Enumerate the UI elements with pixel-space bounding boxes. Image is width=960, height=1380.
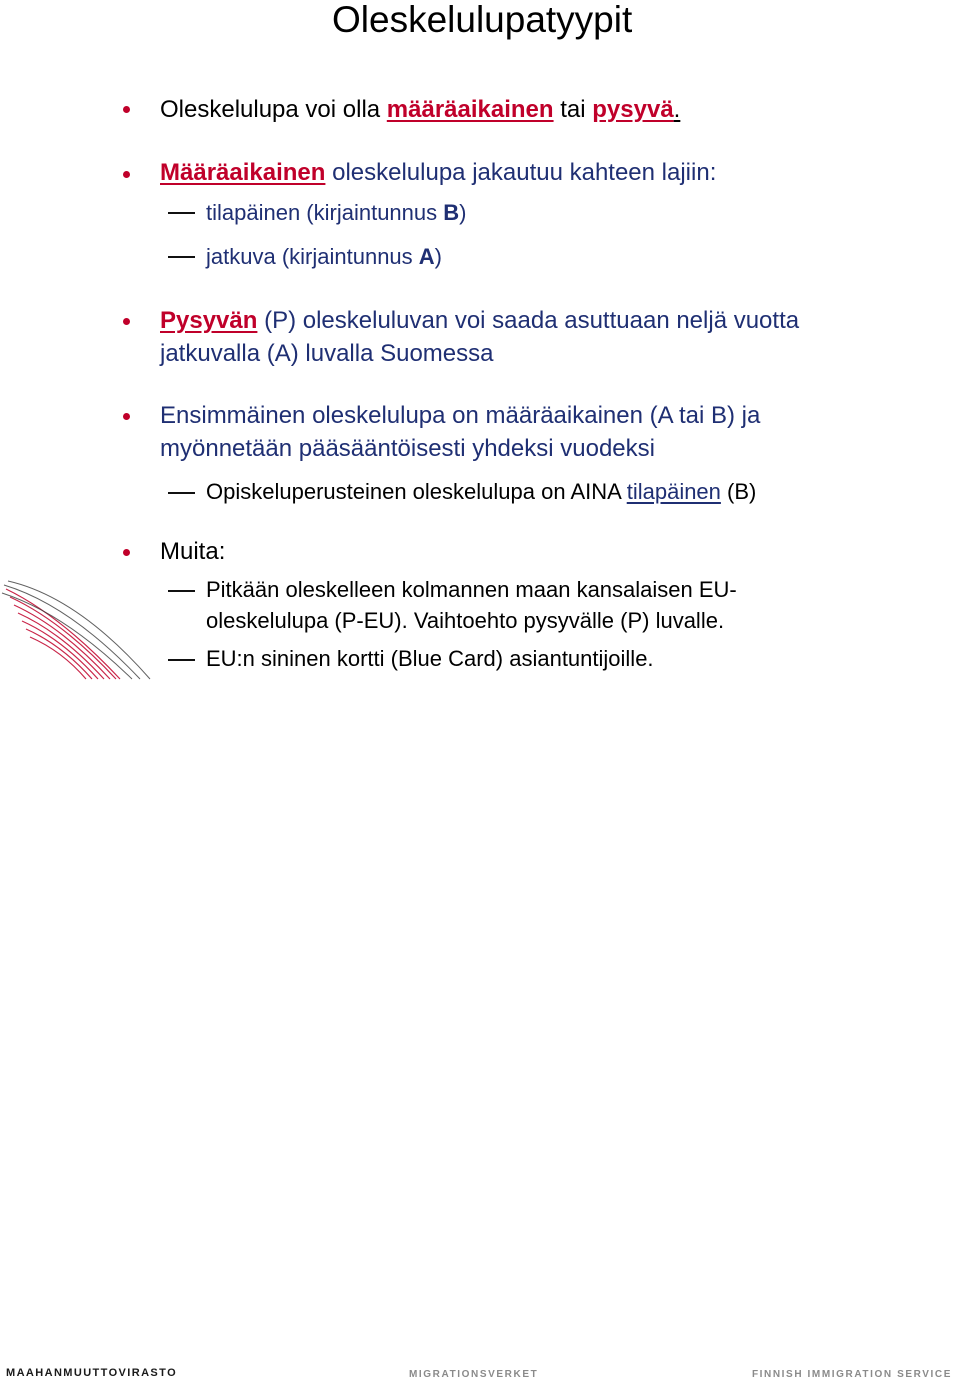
bullet-4-sub-1: [206, 477, 756, 507]
sub-bullet-dash: [168, 256, 195, 258]
bullet-3-line-1: [160, 306, 799, 336]
emphasis-pysyva: pysyvä: [592, 96, 674, 123]
emphasis-tilapainen: tilapäinen: [626, 479, 721, 504]
text: Oleskelulupa voi olla: [160, 96, 387, 123]
bullet-1: [160, 95, 680, 125]
sub-bullet-dash: [168, 590, 195, 592]
emphasis-maaraaikainen: määräaikainen: [386, 96, 554, 123]
letter-a: A: [418, 244, 435, 269]
bullet-3-line-2: jatkuvalla (A) luvalla Suomessa: [160, 340, 494, 367]
bullet-dot: [123, 413, 130, 420]
footer-agency-en: FINNISH IMMIGRATION SERVICE: [751, 1369, 952, 1380]
text: tai: [553, 96, 593, 123]
maahanmuuttovirasto-logo-icon: [0, 575, 160, 685]
bullet-5-sub-1-line-2: oleskelulupa (P-EU). Vaihtoehto pysyvälle (P) luvalle.: [206, 608, 725, 633]
bullet-dot: [123, 171, 130, 178]
footer: [0, 680, 960, 1380]
text: tilapäinen (kirjaintunnus: [206, 200, 444, 225]
bullet-dot: [123, 106, 130, 113]
emphasis-maaraaikainen: Määräaikainen: [160, 159, 326, 186]
page-title: Oleskelulupatyypit: [332, 0, 633, 40]
sub-bullet-dash: [168, 659, 195, 661]
text: (B): [720, 479, 757, 504]
text: ): [434, 244, 442, 269]
bullet-5-sub-2: EU:n sininen kortti (Blue Card) asiantuntijoille.: [206, 646, 654, 671]
bullet-2: [160, 158, 716, 188]
text: Opiskeluperusteinen oleskelulupa on AINA: [206, 479, 627, 504]
bullet-2-sub-1: [206, 198, 466, 228]
bullet-5: Muita:: [160, 538, 226, 565]
text: jatkuva (kirjaintunnus: [206, 244, 419, 269]
emphasis-pysyvan: Pysyvän: [160, 307, 258, 334]
bullet-4-line-2: myönnetään pääsääntöisesti yhdeksi vuodeksi: [160, 435, 655, 462]
sub-bullet-dash: [168, 212, 195, 214]
letter-b: B: [443, 200, 460, 225]
bullet-dot: [123, 549, 130, 556]
bullet-2-sub-2: [206, 242, 442, 272]
footer-agency-sv: MIGRATIONSVERKET: [409, 1369, 539, 1380]
text: oleskelulupa jakautuu kahteen lajiin:: [325, 159, 717, 186]
bullet-dot: [123, 318, 130, 325]
footer-agency-fi: MAAHANMUUTTOVIRASTO: [6, 1367, 178, 1379]
text: ): [459, 200, 467, 225]
text: .: [673, 96, 681, 123]
bullet-4-line-1: Ensimmäinen oleskelulupa on määräaikainen (A tai B) ja: [160, 402, 761, 429]
bullet-5-sub-1-line-1: Pitkään oleskelleen kolmannen maan kansalaisen EU-: [206, 577, 737, 602]
sub-bullet-dash: [168, 492, 195, 494]
text: (P) oleskeluluvan voi saada asuttuaan neljä vuotta: [257, 307, 800, 334]
